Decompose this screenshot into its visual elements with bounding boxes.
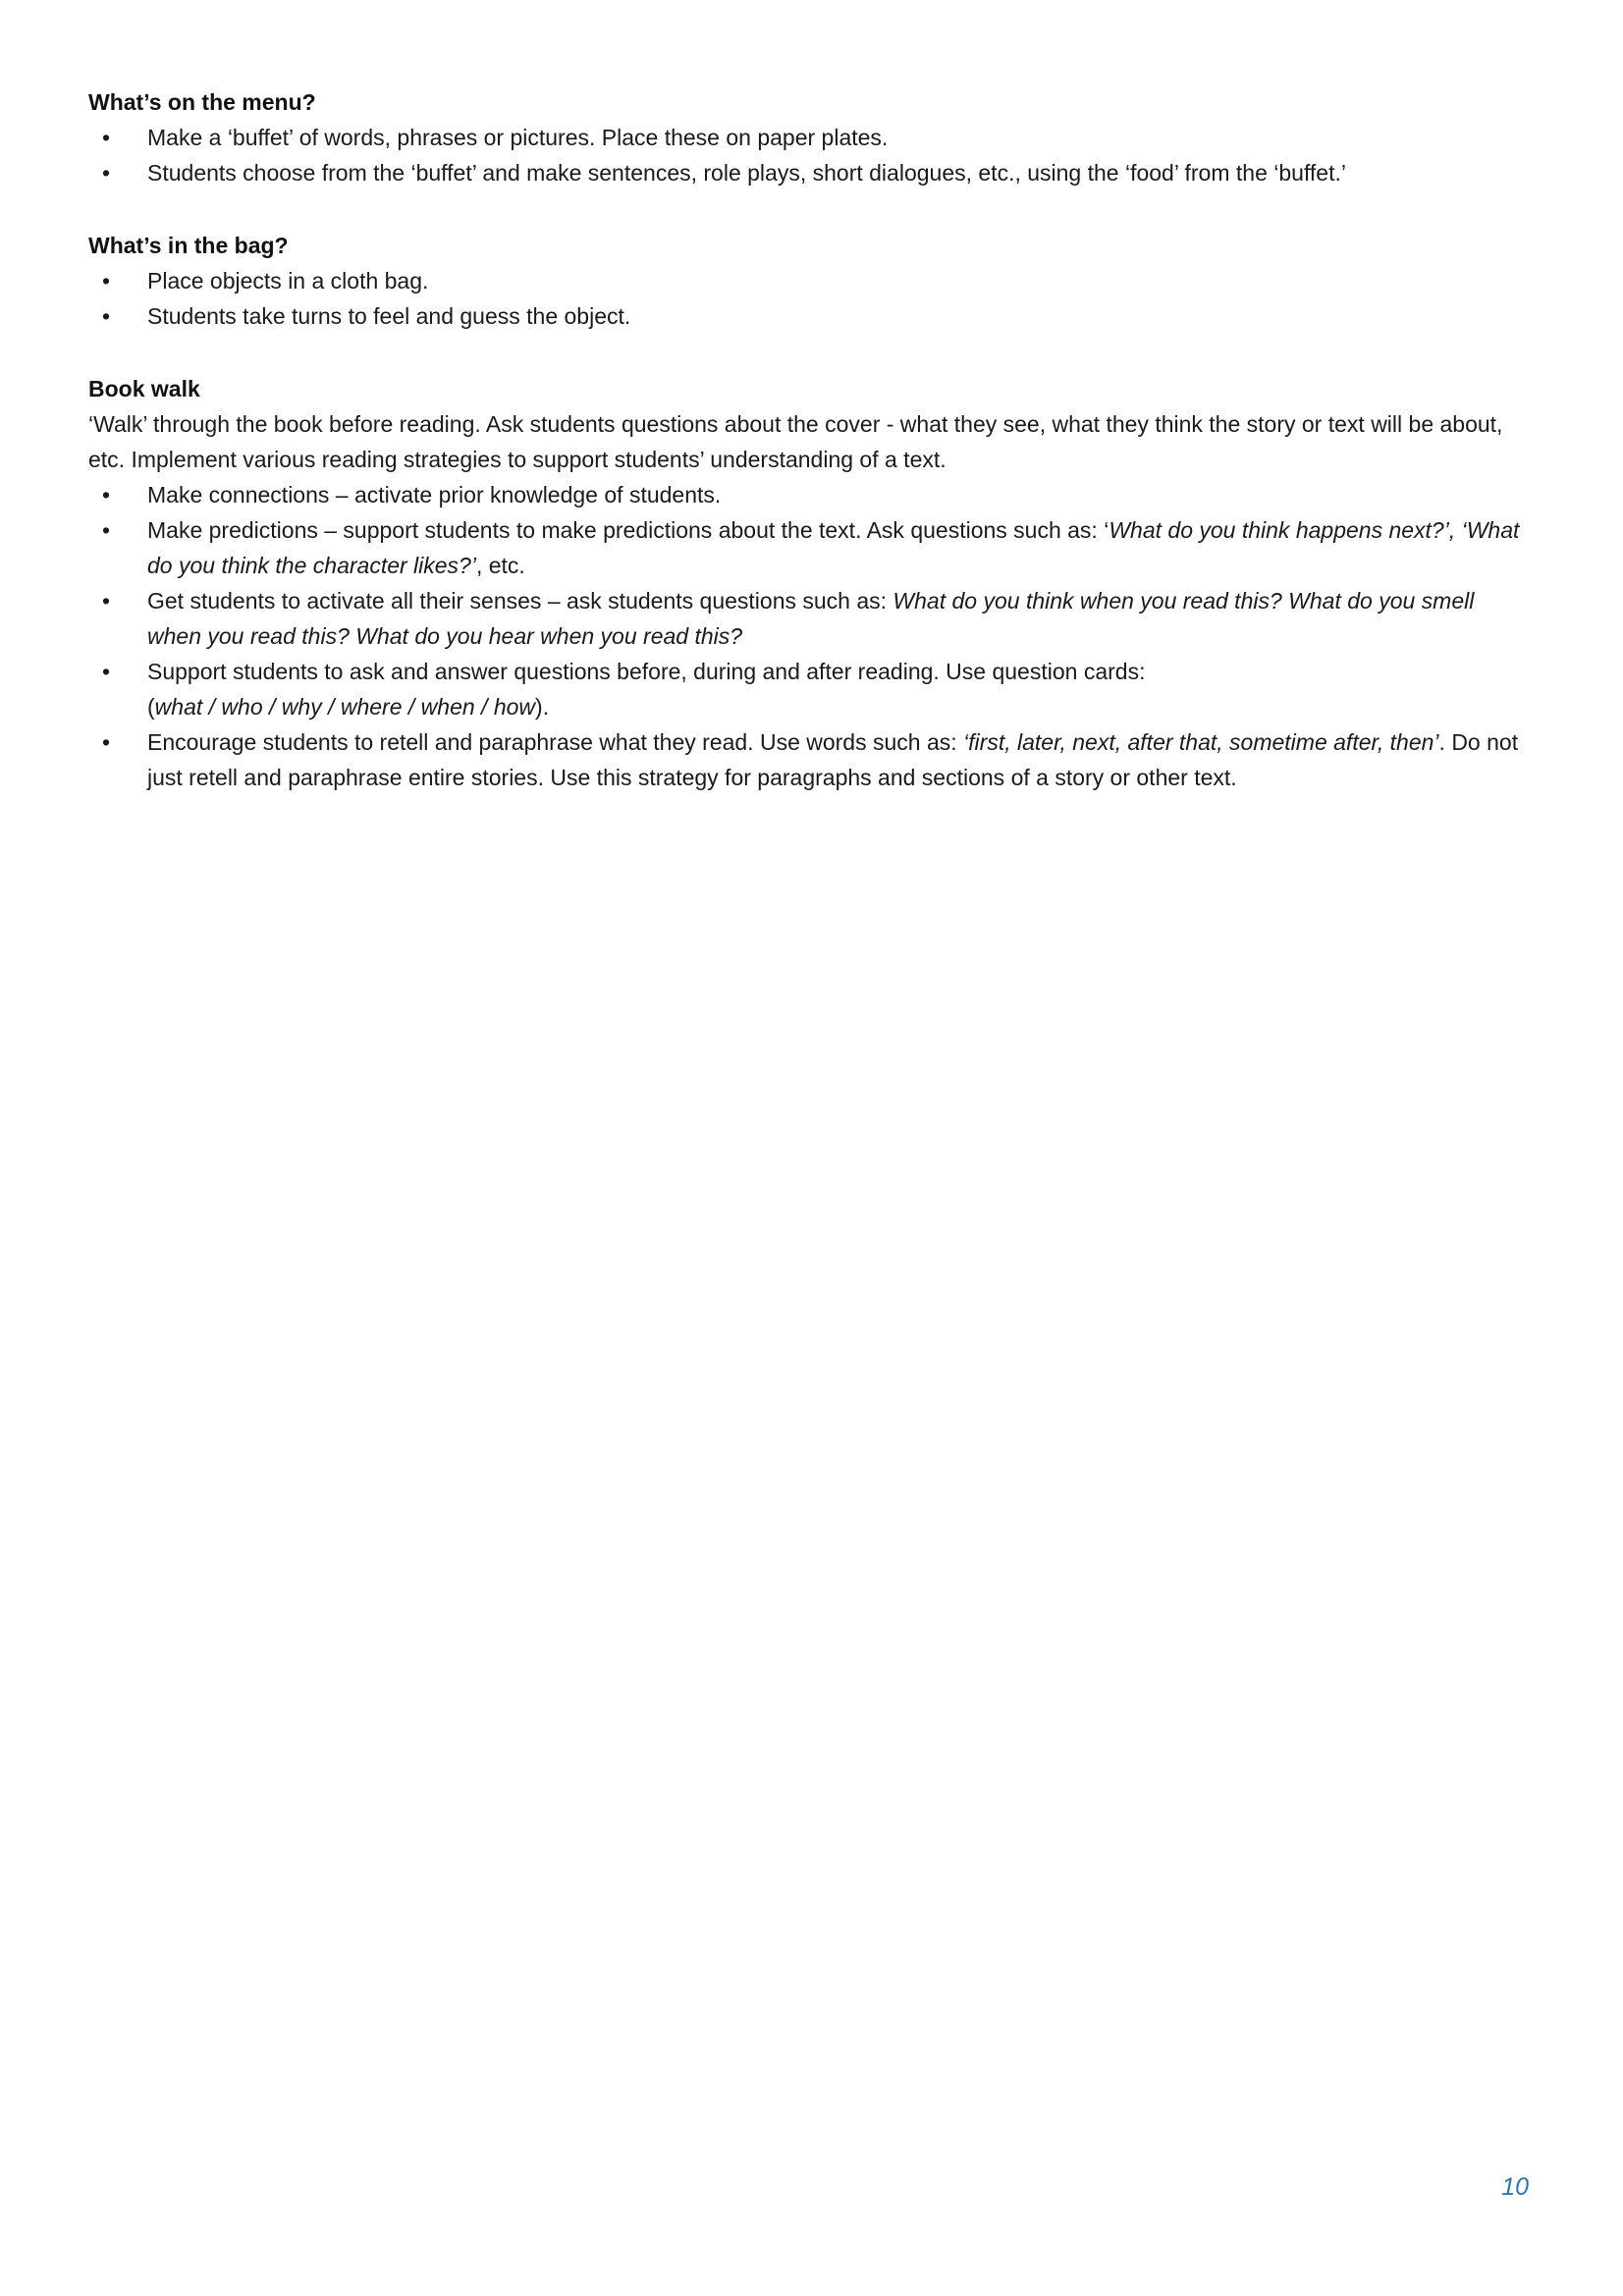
list-item [88,512,1530,583]
list-item [88,583,1530,654]
list-item-text [147,263,1530,298]
text-segment: Students take turns to feel and guess the object. [147,303,631,329]
text-segment-italic: What do you think happens next?’, ‘What do you think the character likes?’ [147,517,1520,578]
document-content [88,84,1530,832]
section-heading: What’s on the menu? [88,89,316,115]
bullet-icon: • [102,482,111,507]
text-segment-italic: What do you think when you read this? What do you smell when you read this? What do you hear when you read this? [147,588,1475,649]
section-intro-paragraph: ‘Walk’ through the book before reading. Ask students questions about the cover - what they see, what they think the story or text will be about, etc. Implement various reading strategies to support students’ understanding of a text. [88,411,1503,472]
section-whats-in-the-bag [88,228,1530,334]
text-segment: Make predictions – support students to make predictions about the text. Ask questions such as: ‘ [147,517,1109,543]
bullet-icon: • [102,588,111,614]
list-item-text [147,120,1530,155]
list-item [88,155,1530,190]
list-item [88,298,1530,334]
bullet-icon: • [102,125,111,150]
text-segment-italic: what / who / why / where / when / how [154,694,536,720]
section-heading: Book walk [88,376,200,401]
list-item [88,120,1530,155]
text-segment: Make a ‘buffet’ of words, phrases or pictures. Place these on paper plates. [147,125,889,150]
text-segment: . Do not just retell and paraphrase entire stories. Use this strategy for paragraphs and sections of a story or other text. [147,729,1519,790]
page-number: 10 [1501,2173,1529,2201]
text-segment: ( [147,694,155,720]
text-segment: Students choose from the ‘buffet’ and make sentences, role plays, short dialogues, etc., using the ‘food’ from the ‘buffet.’ [147,160,1346,186]
text-segment: Support students to ask and answer questions before, during and after reading. Use question cards: [147,659,1146,684]
section-whats-on-the-menu [88,84,1530,190]
bullet-icon: • [102,303,111,329]
list-item [88,477,1530,512]
text-segment-italic: ‘first, later, next, after that, sometime after, then’ [963,729,1439,755]
section-book-walk [88,371,1530,795]
list-item-text [147,155,1530,190]
list-item [88,654,1530,724]
list-item-text [147,724,1530,795]
text-segment: Make connections – activate prior knowledge of students. [147,482,722,507]
list-item [88,263,1530,298]
bullet-list [88,477,1530,795]
list-item-text [147,298,1530,334]
list-item-text [147,583,1530,654]
list-item-text [147,512,1530,583]
bullet-list [88,120,1530,190]
list-item [88,724,1530,795]
text-segment: ). [535,694,550,720]
list-item-text [147,477,1530,512]
section-heading: What’s in the bag? [88,233,289,258]
bullet-icon: • [102,517,111,543]
text-segment: , etc. [475,553,525,578]
bullet-icon: • [102,659,111,684]
text-segment: Get students to activate all their senses – ask students questions such as: [147,588,893,614]
bullet-icon: • [102,729,111,755]
list-item-text [147,654,1530,724]
text-segment: Place objects in a cloth bag. [147,268,429,294]
bullet-icon: • [102,268,111,294]
bullet-list [88,263,1530,334]
bullet-icon: • [102,160,111,186]
text-segment: Encourage students to retell and paraphrase what they read. Use words such as: [147,729,964,755]
